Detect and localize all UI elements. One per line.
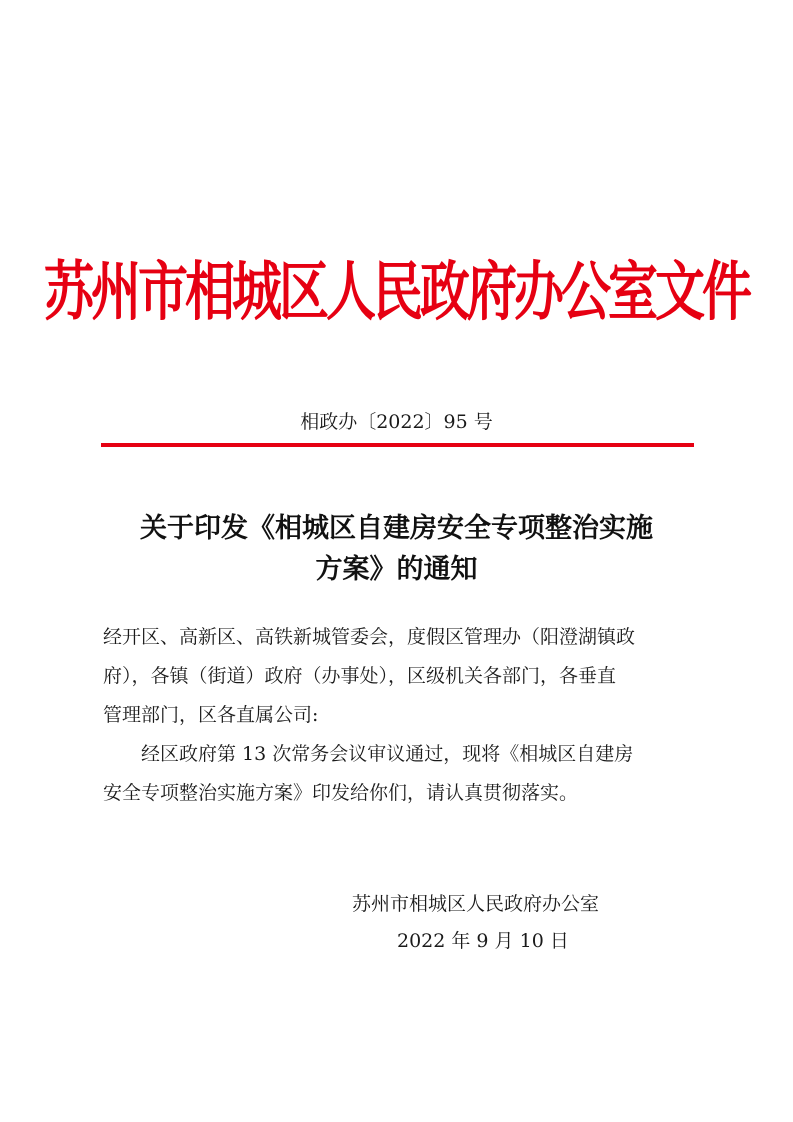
body-paragraph-line-1: 经区政府第 13 次常务会议审议通过，现将《相城区自建房 bbox=[141, 743, 634, 765]
document-masthead: 苏州市相城区人民政府办公室文件 bbox=[44, 253, 749, 330]
addressee-line-2: 府），各镇（街道）政府（办事处），区级机关各部门，各垂直 bbox=[103, 665, 617, 687]
document-number: 相政办〔2022〕95 号 bbox=[300, 411, 493, 433]
document-title-line-2: 方案》的通知 bbox=[315, 554, 478, 585]
red-divider-line bbox=[101, 443, 694, 447]
issue-date: 2022 年 9 月 10 日 bbox=[397, 930, 569, 952]
addressee-line-3: 管理部门，区各直属公司: bbox=[103, 704, 319, 726]
document-body bbox=[103, 618, 693, 813]
document-title bbox=[96, 508, 697, 590]
document-title-line-1: 关于印发《相城区自建房安全专项整治实施 bbox=[140, 513, 653, 544]
signature-block bbox=[352, 886, 652, 960]
body-paragraph-line-2: 安全专项整治实施方案》印发给你们，请认真贯彻落实。 bbox=[103, 782, 579, 804]
addressee-line-1: 经开区、高新区、高铁新城管委会，度假区管理办（阳澄湖镇政 bbox=[103, 626, 636, 648]
issuer-name: 苏州市相城区人民政府办公室 bbox=[352, 893, 600, 915]
